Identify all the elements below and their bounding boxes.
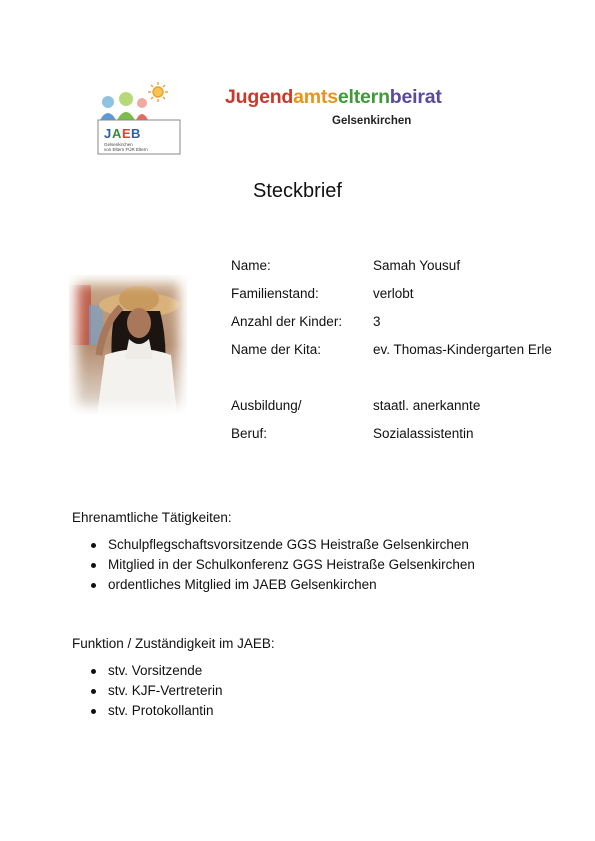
list-item: Mitglied in der Schulkonferenz GGS Heistraße Gelsenkirchen bbox=[108, 555, 475, 575]
ehrenamt-section bbox=[72, 510, 475, 595]
svg-text:B: B bbox=[131, 126, 141, 141]
field-value: Sozialassistentin bbox=[373, 426, 474, 441]
list-item: Schulpflegschaftsvorsitzende GGS Heistraße Gelsenkirchen bbox=[108, 535, 475, 555]
portrait-photo bbox=[69, 275, 187, 415]
funktion-list bbox=[72, 661, 275, 721]
field-label: Ausbildung/ bbox=[231, 398, 302, 413]
field-value: staatl. anerkannte bbox=[373, 398, 481, 413]
list-item: ordentliches Mitglied im JAEB Gelsenkirchen bbox=[108, 575, 475, 595]
field-value: ev. Thomas-Kindergarten Erle bbox=[373, 342, 552, 357]
list-item: stv. KJF-Vertreterin bbox=[108, 681, 275, 701]
jaeb-logo bbox=[92, 80, 188, 158]
funktion-section bbox=[72, 636, 275, 721]
brand-part-jugend: Jugend bbox=[225, 86, 294, 108]
page-title: Steckbrief bbox=[253, 180, 342, 202]
brand-part-eltern: eltern bbox=[337, 86, 390, 108]
section-title: Funktion / Zuständigkeit im JAEB: bbox=[72, 636, 275, 651]
brand-header bbox=[225, 86, 465, 127]
section-title: Ehrenamtliche Tätigkeiten: bbox=[72, 510, 232, 525]
brand-subtitle: Gelsenkirchen bbox=[332, 115, 412, 127]
brand-part-amts: amts bbox=[293, 86, 338, 108]
field-value: verlobt bbox=[373, 286, 414, 301]
list-item: stv. Protokollantin bbox=[108, 701, 275, 721]
brand-title bbox=[225, 86, 465, 109]
list-item: stv. Vorsitzende bbox=[108, 661, 275, 681]
ehrenamt-list bbox=[72, 535, 475, 595]
svg-text:E: E bbox=[122, 126, 131, 141]
brand-part-beirat: beirat bbox=[389, 86, 442, 108]
field-label: Name der Kita: bbox=[231, 342, 322, 357]
svg-text:A: A bbox=[112, 126, 122, 141]
field-label: Familienstand: bbox=[231, 286, 319, 301]
field-label: Name: bbox=[231, 258, 271, 273]
field-value: Samah Yousuf bbox=[373, 258, 461, 273]
field-label: Beruf: bbox=[231, 426, 268, 441]
svg-text:Gelsenkirchen: Gelsenkirchen bbox=[104, 142, 133, 147]
field-value: 3 bbox=[373, 314, 381, 329]
svg-text:von Eltern FÜR Eltern: von Eltern FÜR Eltern bbox=[104, 147, 148, 152]
field-label: Anzahl der Kinder: bbox=[231, 314, 343, 329]
svg-text:J: J bbox=[104, 126, 112, 141]
